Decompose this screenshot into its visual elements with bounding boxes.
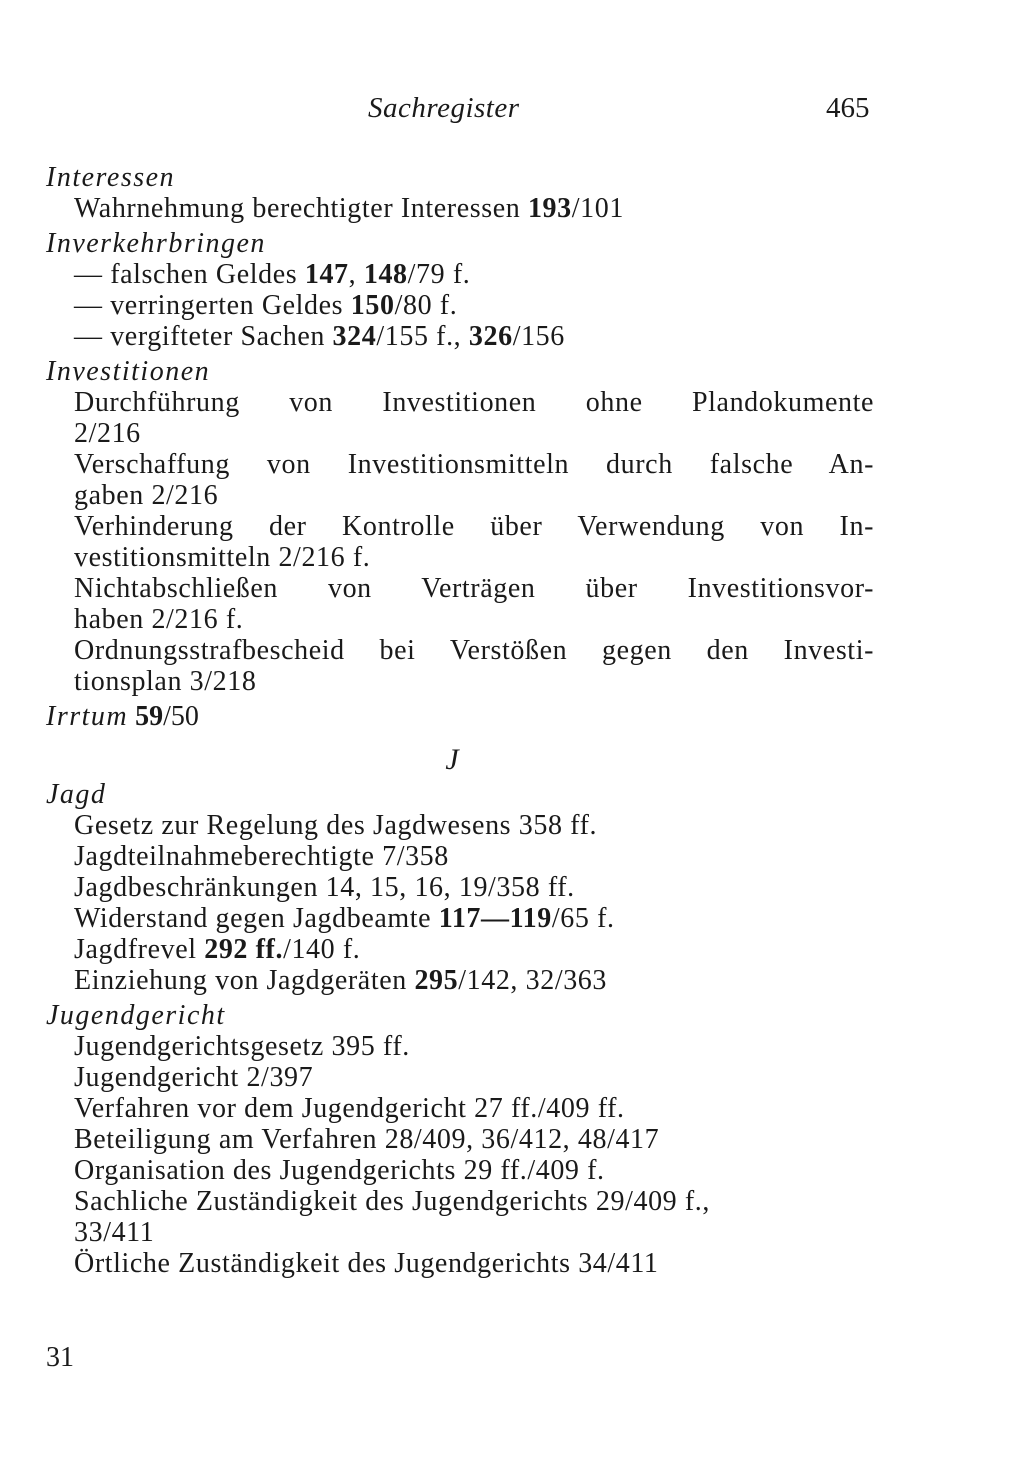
subentry-text: Widerstand gegen Jagdbeamte [74, 903, 439, 934]
ref: /101 [571, 193, 624, 224]
subentry-continuation: 2/216 [74, 418, 141, 449]
subentry: Jagdbeschränkungen 14, 15, 16, 19/358 ff. [74, 872, 575, 903]
ref: /50 [163, 701, 199, 732]
bold-ref: 147 [304, 259, 349, 290]
subentry-continuation: tionsplan 3/218 [74, 666, 257, 697]
subentry [46, 259, 874, 290]
subentry [46, 321, 874, 352]
entry-heading-investitionen: Investitionen [46, 356, 211, 387]
entry-heading-inverkehrbringen: Inverkehrbringen [46, 228, 266, 259]
bold-ref: 117—119 [438, 903, 552, 934]
ref: /142, 32/363 [458, 965, 608, 996]
subentry: Verfahren vor dem Jugendgericht 27 ff./409 ff. [74, 1093, 625, 1124]
printer-signature: 31 [46, 1342, 74, 1373]
subentry: Jugendgerichtsgesetz 395 ff. [74, 1031, 410, 1062]
ref: /156 [512, 321, 565, 352]
bold-ref: 59 [135, 701, 164, 732]
entry-heading-jugendgericht: Jugendgericht [46, 1000, 226, 1031]
subentry: Jagdteilnahmeberechtigte 7/358 [74, 841, 449, 872]
subentry: Jugendgericht 2/397 [74, 1062, 314, 1093]
bold-ref: 150 [350, 290, 395, 321]
subentry: Ordnungsstrafbescheid bei Verstößen gegen den Investi- [74, 635, 874, 666]
subentry: Durchführung von Investitionen ohne Plandokumente [74, 387, 874, 418]
subentry: Örtliche Zuständigkeit des Jugendgerichts 34/411 [74, 1248, 659, 1279]
section-letter: J [445, 743, 459, 776]
subentry: Verhinderung der Kontrolle über Verwendung von In- [74, 511, 874, 542]
subentry: Verschaffung von Investitionsmitteln durch falsche An- [74, 449, 874, 480]
subentry-continuation: gaben 2/216 [74, 480, 219, 511]
subentry [46, 934, 874, 965]
subentry: Gesetz zur Regelung des Jagdwesens 358 ff. [74, 810, 598, 841]
subentry-text: Wahrnehmung berechtigter Interessen [74, 193, 528, 224]
subentry: Nichtabschließen von Verträgen über Investitionsvor- [74, 573, 874, 604]
index-entries [46, 162, 874, 1279]
subentry: Organisation des Jugendgerichts 29 ff./409 f. [74, 1155, 605, 1186]
bold-ref: 295 [414, 965, 459, 996]
subentry-continuation: 33/411 [74, 1217, 155, 1248]
bold-ref: 326 [468, 321, 513, 352]
ref: /155 f., [376, 321, 469, 352]
subentry-continuation: haben 2/216 f. [74, 604, 244, 635]
subentry [46, 965, 874, 996]
entry-heading-jagd: Jagd [46, 779, 107, 810]
subentry: Beteiligung am Verfahren 28/409, 36/412, 48/417 [74, 1124, 660, 1155]
subentry [46, 290, 874, 321]
subentry-continuation: vestitionsmitteln 2/216 f. [74, 542, 371, 573]
page-number: 465 [826, 92, 870, 124]
bold-ref: 193 [527, 193, 572, 224]
entry-heading-irrtum: Irrtum [46, 701, 129, 732]
subentry [46, 903, 874, 934]
subentry-text: — verringerten Geldes [74, 290, 351, 321]
entry-irrtum [46, 701, 874, 732]
entry-heading-interessen: Interessen [46, 162, 176, 193]
subentry [46, 193, 874, 224]
subentry: Sachliche Zuständigkeit des Jugendgerichts 29/409 f., [74, 1186, 711, 1217]
bold-ref: 148 [363, 259, 408, 290]
separator: , [348, 259, 364, 290]
subentry-text: — vergifteter Sachen [74, 321, 333, 352]
ref: /79 f. [407, 259, 471, 290]
bold-ref: 292 ff. [204, 934, 284, 965]
subentry-text: — falschen Geldes [74, 259, 305, 290]
ref: /80 f. [394, 290, 458, 321]
running-title: Sachregister [368, 92, 520, 124]
ref: /65 f. [551, 903, 615, 934]
subentry-text: Jagdfrevel [74, 934, 205, 965]
ref: /140 f. [283, 934, 361, 965]
subentry-text: Einziehung von Jagdgeräten [74, 965, 415, 996]
bold-ref: 324 [332, 321, 377, 352]
